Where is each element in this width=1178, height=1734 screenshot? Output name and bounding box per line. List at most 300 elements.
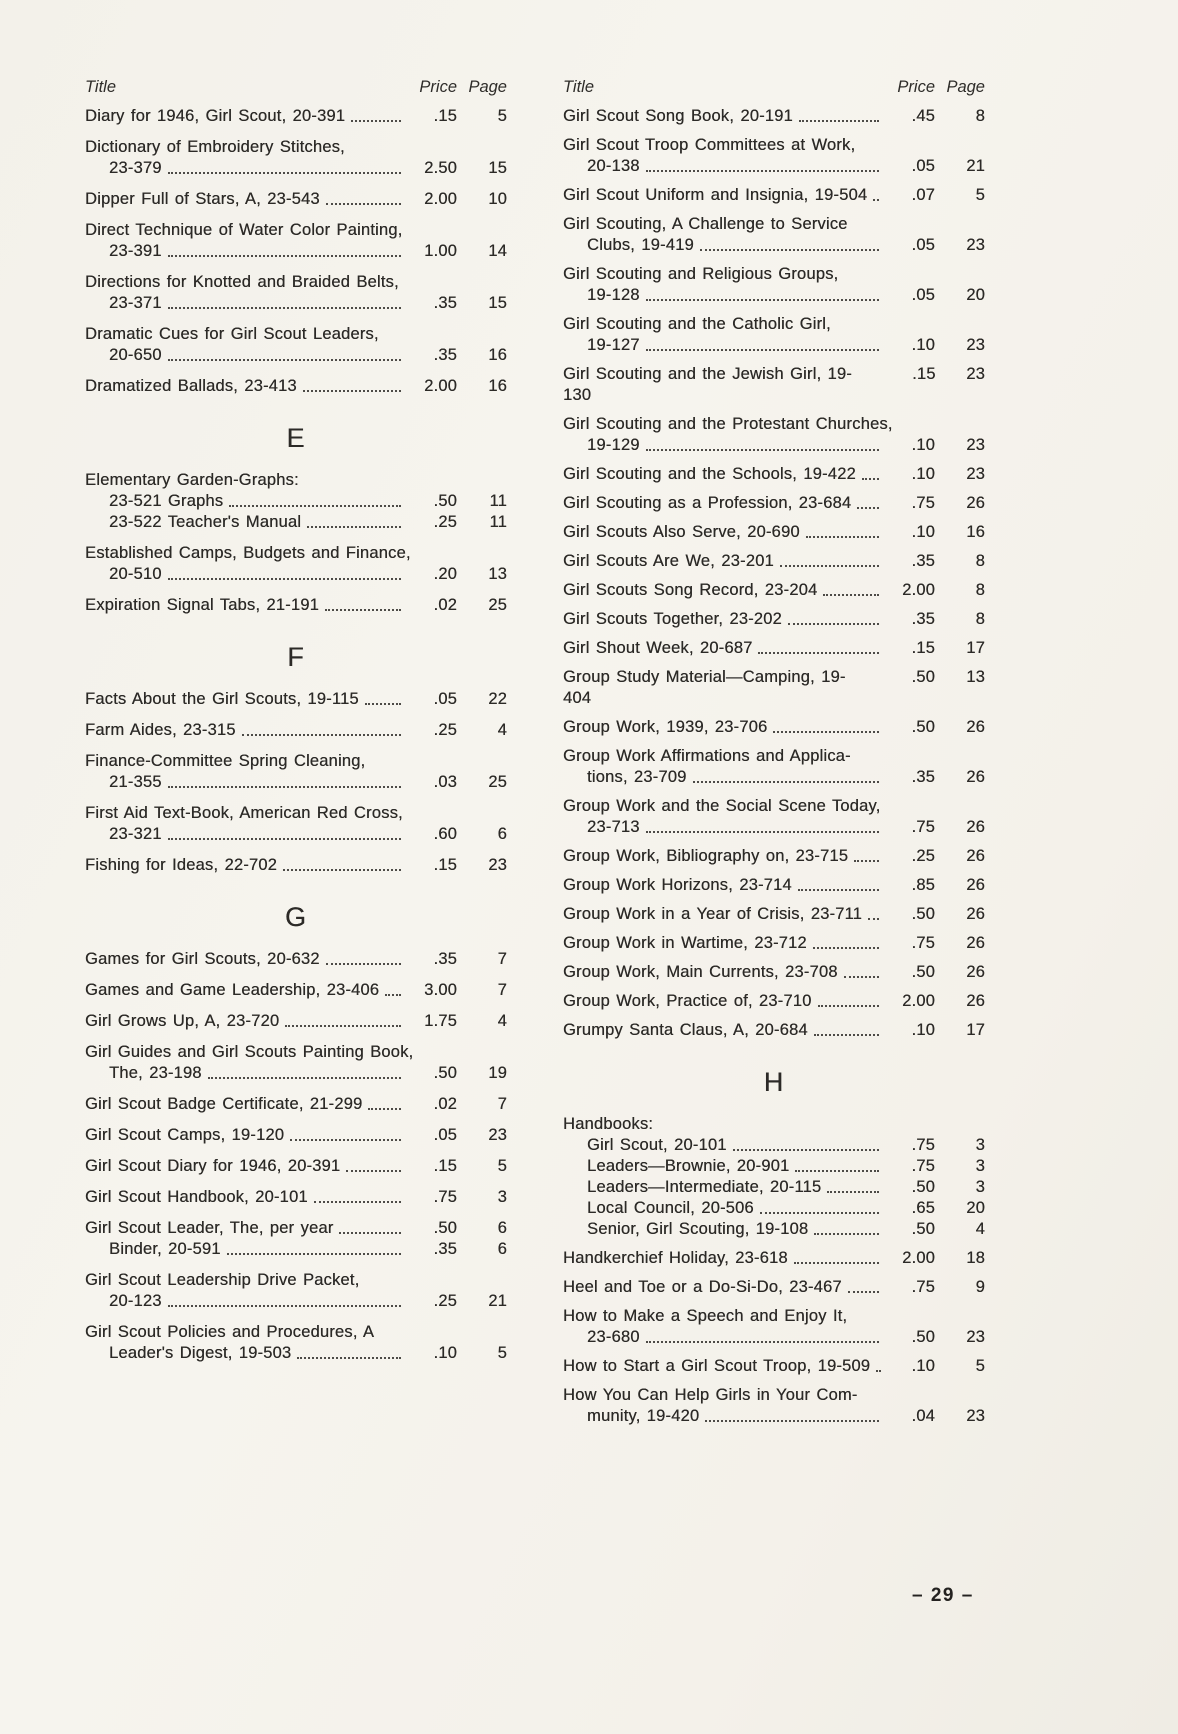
- dot-leader: [699, 1406, 883, 1427]
- entry-price: .04: [911, 1407, 935, 1425]
- entry-page: 23: [966, 465, 985, 483]
- index-entry: [85, 720, 507, 741]
- dot-leader: [807, 933, 883, 954]
- entry-line: [85, 1291, 507, 1312]
- column-header-title: Title: [563, 78, 595, 96]
- entry-price: .25: [433, 1292, 457, 1310]
- entry-price: 3.00: [424, 981, 457, 999]
- index-entry: [85, 1042, 507, 1084]
- section-heading-e: E: [286, 423, 306, 453]
- entry-line: [85, 1187, 507, 1208]
- entry-line: [563, 717, 985, 738]
- entry-page: 3: [975, 1136, 985, 1154]
- dot-leader: [291, 1343, 405, 1364]
- entry-line: [85, 106, 507, 127]
- entry-line: [563, 414, 985, 435]
- index-entry: [563, 364, 985, 406]
- entry-line: [85, 272, 507, 293]
- dot-leader: [808, 1219, 883, 1240]
- index-entry: [85, 1011, 507, 1032]
- entry-line: [563, 235, 985, 256]
- dot-leader: [297, 376, 405, 397]
- entry-line: [85, 1343, 507, 1364]
- index-entry: [563, 667, 985, 709]
- entry-price: .35: [433, 294, 457, 312]
- entry-title-text: Girl Scout Handbook, 20-101: [85, 1188, 308, 1206]
- column-header: [563, 78, 985, 97]
- entry-title-text: Established Camps, Budgets and Finance,: [85, 544, 411, 562]
- entry-page: 25: [488, 773, 507, 791]
- entry-line: [563, 875, 985, 896]
- entry-price: .75: [911, 934, 935, 952]
- entry-title-text: Handkerchief Holiday, 23-618: [563, 1249, 788, 1267]
- entry-title-text: Group Work, 1939, 23-706: [563, 718, 768, 736]
- dot-leader: [727, 1135, 883, 1156]
- index-entry: [563, 875, 985, 896]
- entry-line: [563, 962, 985, 983]
- entry-line: [85, 720, 507, 741]
- entry-line: [563, 1198, 985, 1219]
- entry-price: .15: [433, 1157, 457, 1175]
- entry-title-text: Girl Scouting and the Jewish Girl, 19-130: [563, 365, 852, 404]
- entry-line: [563, 667, 985, 709]
- entry-price: .25: [433, 513, 457, 531]
- entry-price: .50: [911, 963, 935, 981]
- dot-leader: [792, 875, 883, 896]
- entry-title-text: Fishing for Ideas, 22-702: [85, 856, 278, 874]
- entry-page: 15: [488, 159, 507, 177]
- index-entry: [563, 1277, 985, 1298]
- dot-leader: [842, 1277, 883, 1298]
- index-entry: [85, 803, 507, 845]
- entry-title-text: How You Can Help Girls in Your Com-: [563, 1386, 858, 1404]
- entry-price: .35: [433, 346, 457, 364]
- entry-page: 26: [966, 847, 985, 865]
- entry-line: [563, 1020, 985, 1041]
- dot-leader: [752, 638, 883, 659]
- index-entry: [563, 1020, 985, 1041]
- entry-price: .15: [433, 107, 457, 125]
- index-entry: [85, 272, 507, 314]
- dot-leader: [223, 491, 405, 512]
- index-entry: [85, 189, 507, 210]
- entry-page: 8: [975, 581, 985, 599]
- dot-leader: [277, 855, 405, 876]
- entry-title-text: 23-391: [109, 242, 162, 260]
- column-header-price: Price: [419, 78, 457, 96]
- column-header-price: Price: [897, 78, 935, 96]
- dot-leader: [236, 720, 405, 741]
- entry-line: [563, 580, 985, 601]
- dot-leader: [640, 1327, 883, 1348]
- entry-price: .50: [433, 1219, 457, 1237]
- page-number: – 29 –: [912, 1585, 974, 1606]
- entry-page: 3: [975, 1178, 985, 1196]
- index-entry: [85, 470, 507, 533]
- index-entry: [563, 414, 985, 456]
- dot-leader: [202, 1063, 405, 1084]
- entry-line: [563, 285, 985, 306]
- index-entry: [85, 1156, 507, 1177]
- entry-price: .15: [433, 856, 457, 874]
- dot-leader: [162, 241, 405, 262]
- entry-line: [563, 1135, 985, 1156]
- entry-line: [85, 1063, 507, 1084]
- entry-title-text: Girl Scout Leader, The, per year: [85, 1219, 334, 1237]
- entry-price: .35: [433, 1240, 457, 1258]
- entry-line: [85, 345, 507, 366]
- entry-line: [563, 1356, 985, 1377]
- entry-price: .50: [911, 1328, 935, 1346]
- index-entry: [563, 464, 985, 485]
- entry-title-text: Girl Shout Week, 20-687: [563, 639, 753, 657]
- entry-line: [85, 220, 507, 241]
- entry-title-text: Binder, 20-591: [109, 1240, 221, 1258]
- entry-price: .10: [911, 1021, 935, 1039]
- entry-line: [85, 980, 507, 1001]
- entry-title-text: 23-522 Teacher's Manual: [109, 513, 302, 531]
- entry-title-text: First Aid Text-Book, American Red Cross,: [85, 804, 403, 822]
- entry-line: [563, 904, 985, 925]
- entry-line: [563, 933, 985, 954]
- entry-page: 9: [975, 1278, 985, 1296]
- dot-leader: [640, 335, 883, 356]
- entry-title-text: Direct Technique of Water Color Painting,: [85, 221, 403, 239]
- index-entry: [563, 1248, 985, 1269]
- dot-leader: [838, 962, 883, 983]
- entry-page: 23: [966, 1328, 985, 1346]
- entry-page: 11: [489, 492, 507, 510]
- entry-title-text: Group Work, Bibliography on, 23-715: [563, 847, 849, 865]
- entry-title-text: 21-355: [109, 773, 162, 791]
- entry-title-text: Girl Scout Leadership Drive Packet,: [85, 1271, 360, 1289]
- entry-line: [85, 470, 507, 491]
- entry-title-text: Group Study Material—Camping, 19-404: [563, 668, 846, 707]
- entry-page: 11: [489, 513, 507, 531]
- entry-title-text: Handbooks:: [563, 1115, 654, 1133]
- entry-page: 8: [975, 552, 985, 570]
- entry-line: [85, 324, 507, 345]
- entry-price: .75: [911, 1136, 935, 1154]
- entry-price: .25: [433, 721, 457, 739]
- entry-line: [85, 543, 507, 564]
- entry-line: [563, 551, 985, 572]
- entry-title-text: Expiration Signal Tabs, 21-191: [85, 596, 320, 614]
- dot-leader: [875, 364, 885, 406]
- entry-title-text: Girl Grows Up, A, 23-720: [85, 1012, 280, 1030]
- entry-price: .10: [911, 336, 935, 354]
- dot-leader: [793, 106, 883, 127]
- entry-line: [563, 435, 985, 456]
- entry-page: 23: [966, 365, 985, 383]
- entry-page: 10: [488, 190, 507, 208]
- entry-title-text: Girl Scout Diary for 1946, 20-391: [85, 1157, 341, 1175]
- entry-page: 14: [488, 242, 507, 260]
- entry-title-text: Leaders—Intermediate, 20-115: [587, 1178, 822, 1196]
- entry-line: [563, 1406, 985, 1427]
- column-header-title: Title: [85, 78, 117, 96]
- entry-title-text: How to Make a Speech and Enjoy It,: [563, 1307, 848, 1325]
- dot-leader: [782, 609, 883, 630]
- entry-line: [563, 264, 985, 285]
- entry-price: .05: [911, 157, 935, 175]
- index-entry: [85, 1270, 507, 1312]
- column-header: [85, 78, 507, 97]
- entry-page: 20: [966, 1199, 985, 1217]
- entry-price: .75: [911, 818, 935, 836]
- column-header-page: Page: [946, 78, 985, 96]
- entry-line: [85, 772, 507, 793]
- entry-page: 26: [966, 768, 985, 786]
- entry-title-text: How to Start a Girl Scout Troop, 19-509: [563, 1357, 871, 1375]
- index-entry: [563, 185, 985, 206]
- index-entry: [563, 106, 985, 127]
- entry-page: 20: [966, 286, 985, 304]
- entry-price: .75: [911, 1278, 935, 1296]
- entry-title-text: Girl Scout, 20-101: [587, 1136, 727, 1154]
- index-entry: [85, 1125, 507, 1146]
- index-entry: [563, 717, 985, 738]
- entry-page: 26: [966, 992, 985, 1010]
- entry-line: [85, 1094, 507, 1115]
- entry-page: 22: [488, 690, 507, 708]
- entry-line: [563, 1385, 985, 1406]
- entry-page: 13: [966, 668, 985, 686]
- entry-page: 8: [975, 107, 985, 125]
- entry-line: [85, 1270, 507, 1291]
- entry-title-text: Clubs, 19-419: [587, 236, 694, 254]
- entry-title-text: 23-521 Graphs: [109, 492, 224, 510]
- dot-leader: [279, 1011, 405, 1032]
- entry-line: [563, 1114, 985, 1135]
- entry-price: 2.00: [902, 1249, 935, 1267]
- entry-line: [85, 803, 507, 824]
- index-entry: [563, 1356, 985, 1377]
- index-entry: [563, 991, 985, 1012]
- dot-leader: [379, 980, 405, 1001]
- entry-title-text: Girl Scouting and the Schools, 19-422: [563, 465, 856, 483]
- entry-price: .35: [911, 768, 935, 786]
- entry-price: .35: [433, 950, 457, 968]
- dot-leader: [873, 667, 883, 709]
- dot-leader: [687, 767, 884, 788]
- entry-line: [85, 751, 507, 772]
- entry-price: .50: [433, 492, 457, 510]
- entry-page: 18: [966, 1249, 985, 1267]
- dot-leader: [754, 1198, 883, 1219]
- entry-page: 26: [966, 905, 985, 923]
- entry-title-text: 23-321: [109, 825, 162, 843]
- entry-line: [85, 949, 507, 970]
- entry-page: 5: [497, 107, 507, 125]
- index-entry: [563, 1385, 985, 1427]
- index-entry: [563, 746, 985, 788]
- dot-leader: [848, 846, 883, 867]
- entry-line: [85, 293, 507, 314]
- entry-title-text: 20-138: [587, 157, 640, 175]
- entry-title-text: 19-129: [587, 436, 640, 454]
- entry-title-text: Girl Scout Troop Committees at Work,: [563, 136, 856, 154]
- entry-title-text: Local Council, 20-506: [587, 1199, 754, 1217]
- index-entry: [563, 214, 985, 256]
- entry-title-text: Diary for 1946, Girl Scout, 20-391: [85, 107, 346, 125]
- entry-page: 3: [975, 1157, 985, 1175]
- dot-leader: [162, 824, 405, 845]
- entry-line: [85, 189, 507, 210]
- dot-leader: [162, 564, 405, 585]
- dot-leader: [640, 285, 883, 306]
- entry-line: [563, 1306, 985, 1327]
- index-entry: [563, 962, 985, 983]
- entry-line: [563, 1156, 985, 1177]
- entry-line: [563, 609, 985, 630]
- index-entry: [85, 1094, 507, 1115]
- entry-line: [563, 991, 985, 1012]
- index-entry: [85, 376, 507, 397]
- entry-page: 16: [488, 377, 507, 395]
- entry-price: .10: [911, 523, 935, 541]
- dot-leader: [333, 1218, 405, 1239]
- left-column: [85, 78, 507, 1374]
- dot-leader: [800, 522, 883, 543]
- entry-title-text: Group Work in Wartime, 23-712: [563, 934, 807, 952]
- entry-line: [563, 1219, 985, 1240]
- dot-leader: [162, 1291, 405, 1312]
- entry-line: [563, 156, 985, 177]
- entry-line: [85, 595, 507, 616]
- entry-page: 7: [497, 1095, 507, 1113]
- entry-page: 16: [488, 346, 507, 364]
- entry-title-text: Girl Scouts Together, 23-202: [563, 610, 782, 628]
- index-columns: [85, 78, 985, 1435]
- entry-price: 2.50: [424, 159, 457, 177]
- entry-title-text: Girl Scouting and the Protestant Churches,: [563, 415, 893, 433]
- entry-page: 6: [497, 825, 507, 843]
- entry-price: .50: [911, 905, 935, 923]
- entry-title-text: Girl Scouting as a Profession, 23-684: [563, 494, 852, 512]
- entry-title-text: munity, 19-420: [587, 1407, 700, 1425]
- entry-price: .05: [911, 236, 935, 254]
- entry-line: [85, 689, 507, 710]
- dot-leader: [221, 1239, 405, 1260]
- entry-title-text: Girl Scout Song Book, 20-191: [563, 107, 793, 125]
- entry-page: 26: [966, 718, 985, 736]
- entry-page: 23: [966, 1407, 985, 1425]
- entry-title-text: Girl Scout Badge Certificate, 21-299: [85, 1095, 363, 1113]
- entry-page: 16: [966, 523, 985, 541]
- entry-title-text: Girl Scouting and Religious Groups,: [563, 265, 839, 283]
- entry-line: [563, 493, 985, 514]
- entry-title-text: Elementary Garden-Graphs:: [85, 471, 299, 489]
- index-entry: [85, 324, 507, 366]
- entry-title-text: Directions for Knotted and Braided Belts,: [85, 273, 399, 291]
- dot-leader: [808, 1020, 883, 1041]
- column-header-page: Page: [468, 78, 507, 96]
- index-entry: [563, 580, 985, 601]
- entry-title-text: 19-128: [587, 286, 640, 304]
- entry-line: [85, 824, 507, 845]
- dot-leader: [640, 435, 883, 456]
- index-entry: [563, 1114, 985, 1240]
- dot-leader: [319, 595, 405, 616]
- index-entry: [563, 551, 985, 572]
- entry-title-text: Group Work, Main Currents, 23-708: [563, 963, 838, 981]
- entry-price: .60: [433, 825, 457, 843]
- entry-price: .85: [911, 876, 935, 894]
- entry-line: [563, 1248, 985, 1269]
- entry-price: .35: [911, 552, 935, 570]
- entry-title-text: 20-510: [109, 565, 162, 583]
- index-entry: [563, 1306, 985, 1348]
- index-entry: [85, 855, 507, 876]
- entry-page: 26: [966, 876, 985, 894]
- entry-title-text: Group Work, Practice of, 23-710: [563, 992, 812, 1010]
- entry-line: [563, 846, 985, 867]
- entry-page: 26: [966, 934, 985, 952]
- entry-price: .10: [911, 436, 935, 454]
- entry-line: [85, 1156, 507, 1177]
- entry-line: [85, 1239, 507, 1260]
- entry-price: 2.00: [424, 377, 457, 395]
- entry-line: [563, 638, 985, 659]
- entry-page: 19: [488, 1064, 507, 1082]
- entry-page: 23: [966, 336, 985, 354]
- dot-leader: [162, 772, 405, 793]
- entry-line: [563, 746, 985, 767]
- entry-page: 3: [497, 1188, 507, 1206]
- index-entry: [563, 796, 985, 838]
- dot-leader: [788, 1248, 883, 1269]
- entry-price: 2.00: [424, 190, 457, 208]
- entry-title-text: Finance-Committee Spring Cleaning,: [85, 752, 366, 770]
- entry-title-text: Heel and Toe or a Do-Si-Do, 23-467: [563, 1278, 842, 1296]
- dot-leader: [162, 158, 405, 179]
- entry-line: [563, 314, 985, 335]
- entry-price: .45: [911, 107, 935, 125]
- entry-title-text: Facts About the Girl Scouts, 19-115: [85, 690, 359, 708]
- entry-title-text: Group Work Affirmations and Applica-: [563, 747, 851, 765]
- index-entry: [563, 264, 985, 306]
- dot-leader: [640, 817, 883, 838]
- entry-title-text: Girl Scout Camps, 19-120: [85, 1126, 285, 1144]
- entry-title-text: Leaders—Brownie, 20-901: [587, 1157, 790, 1175]
- entry-line: [85, 491, 507, 512]
- entry-page: 23: [966, 236, 985, 254]
- entry-page: 21: [966, 157, 985, 175]
- entry-line: [563, 364, 985, 406]
- entry-title-text: Leader's Digest, 19-503: [109, 1344, 292, 1362]
- entry-line: [85, 158, 507, 179]
- entry-line: [563, 796, 985, 817]
- index-entry: [85, 980, 507, 1001]
- dot-leader: [867, 185, 883, 206]
- entry-page: 5: [497, 1157, 507, 1175]
- entry-page: 13: [488, 565, 507, 583]
- entry-title-text: tions, 23-709: [587, 768, 687, 786]
- dot-leader: [162, 293, 405, 314]
- entry-line: [563, 214, 985, 235]
- entry-page: 15: [488, 294, 507, 312]
- index-entry: [563, 522, 985, 543]
- entry-title-text: Grumpy Santa Claus, A, 20-684: [563, 1021, 808, 1039]
- dot-leader: [774, 551, 883, 572]
- entry-price: .20: [433, 565, 457, 583]
- entry-page: 4: [975, 1220, 985, 1238]
- entry-price: .50: [433, 1064, 457, 1082]
- index-entry: [563, 314, 985, 356]
- entry-line: [85, 512, 507, 533]
- entry-line: [563, 817, 985, 838]
